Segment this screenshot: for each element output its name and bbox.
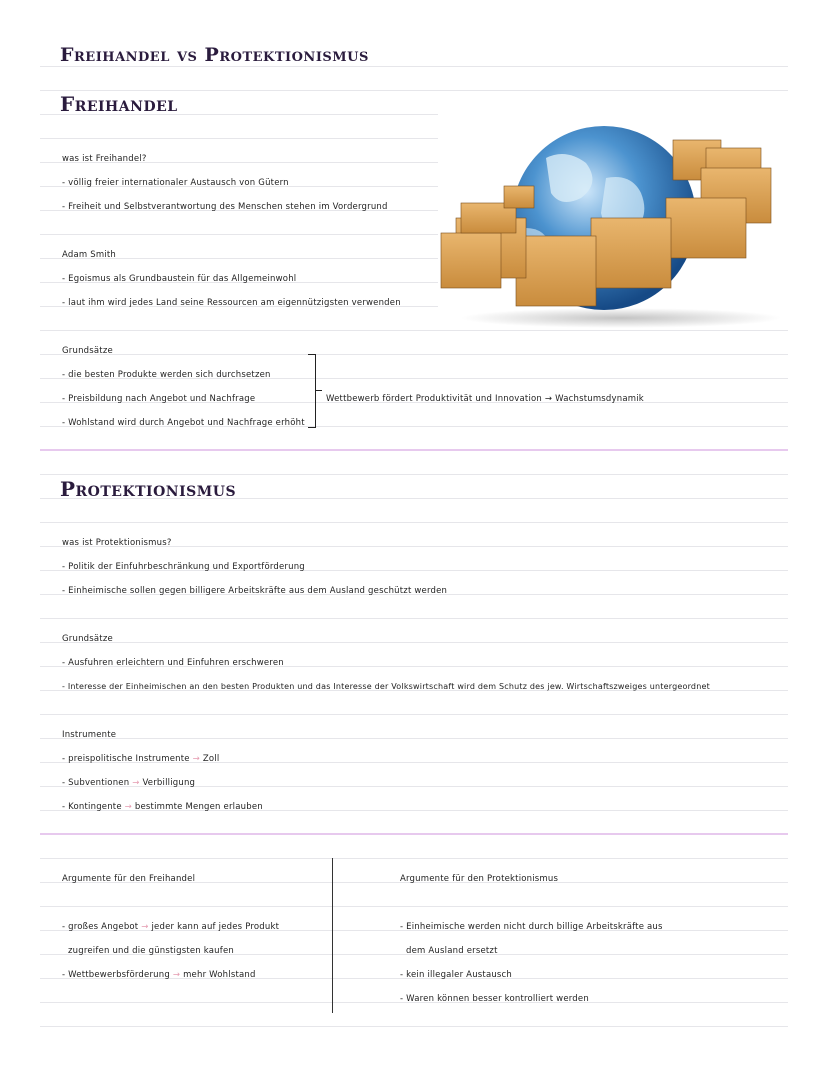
list-item: - Kontingente → bestimmte Mengen erlauben <box>62 802 263 812</box>
freihandel-was-heading: was ist Freihandel? <box>62 154 147 164</box>
section-divider <box>40 449 788 451</box>
column-divider <box>332 858 333 1013</box>
list-item: - völlig freier internationaler Austausch von Gütern <box>62 178 289 188</box>
list-item: - Freiheit und Selbstverantwortung des Menschen stehen im Vordergrund <box>62 202 388 212</box>
list-item: - Ausfuhren erleichtern und Einfuhren erschweren <box>62 658 284 668</box>
freihandel-heading: Freihandel <box>60 92 178 116</box>
list-item: - Wohlstand wird durch Angebot und Nachfrage erhöht <box>62 418 305 428</box>
list-item: - laut ihm wird jedes Land seine Ressourcen am eigennützigsten verwenden <box>62 298 401 308</box>
line <box>40 138 438 139</box>
arrow-icon: → <box>172 970 181 980</box>
protektionismus-grundsaetze-heading: Grundsätze <box>62 634 113 644</box>
list-item: - Einheimische sollen gegen billigere Arbeitskräfte aus dem Ausland geschützt werden <box>62 586 448 596</box>
list-item: - Interesse der Einheimischen an den besten Produkten und das Interesse der Volkswirtschaft wird dem Schutz des jew. Wirtschaftszweiges untergeordnet <box>62 682 710 691</box>
list-item: - die besten Produkte werden sich durchsetzen <box>62 370 271 380</box>
list-item: - Politik der Einfuhrbeschränkung und Exportförderung <box>62 562 305 572</box>
list-item: dem Ausland ersetzt <box>406 946 498 956</box>
list-item: zugreifen und die günstigsten kaufen <box>68 946 234 956</box>
arguments-right-heading: Argumente für den Protektionismus <box>400 874 559 884</box>
freihandel-grundsaetze-heading: Grundsätze <box>62 346 113 356</box>
line <box>40 906 788 907</box>
list-item: - Einheimische werden nicht durch billige Arbeitskräfte aus <box>400 922 663 932</box>
arrow-icon: → <box>141 922 149 932</box>
brace-note: Wettbewerb fördert Produktivität und Innovation → Wachstumsdynamik <box>326 394 644 404</box>
line <box>40 1026 788 1027</box>
curly-brace-tip <box>315 390 322 391</box>
adam-smith-heading: Adam Smith <box>62 250 117 260</box>
arrow-icon: → <box>192 754 200 764</box>
globe-with-boxes-icon <box>436 118 786 333</box>
line <box>40 858 788 859</box>
line <box>40 618 788 619</box>
list-item: - kein illegaler Austausch <box>400 970 513 980</box>
arrow-icon: → <box>124 802 132 812</box>
list-item: - Preisbildung nach Angebot und Nachfrage <box>62 394 256 404</box>
list-item: - Waren können besser kontrolliert werden <box>400 994 589 1004</box>
curly-brace <box>308 354 316 428</box>
line <box>40 642 788 643</box>
arguments-left-heading: Argumente für den Freihandel <box>62 874 196 884</box>
list-item: - Wettbewerbsförderung → mehr Wohlstand <box>62 970 256 980</box>
page-title: Freihandel vs Protektionismus <box>60 44 369 66</box>
line <box>40 66 788 67</box>
protektionismus-heading: Protektionismus <box>60 477 237 501</box>
list-item: - großes Angebot → jeder kann auf jedes Produkt <box>62 922 280 932</box>
instrumente-heading: Instrumente <box>62 730 117 740</box>
line <box>40 354 788 355</box>
line <box>40 474 788 475</box>
section-divider <box>40 833 788 835</box>
line <box>40 90 788 91</box>
list-item: - Subventionen → Verbilligung <box>62 778 196 788</box>
line <box>40 522 788 523</box>
line <box>40 234 438 235</box>
list-item: - Egoismus als Grundbaustein für das Allgemeinwohl <box>62 274 297 284</box>
arrow-icon: → <box>132 778 140 788</box>
list-item: - preispolitische Instrumente → Zoll <box>62 754 220 764</box>
line <box>40 738 788 739</box>
line <box>40 714 788 715</box>
protektionismus-was-heading: was ist Protektionismus? <box>62 538 172 548</box>
